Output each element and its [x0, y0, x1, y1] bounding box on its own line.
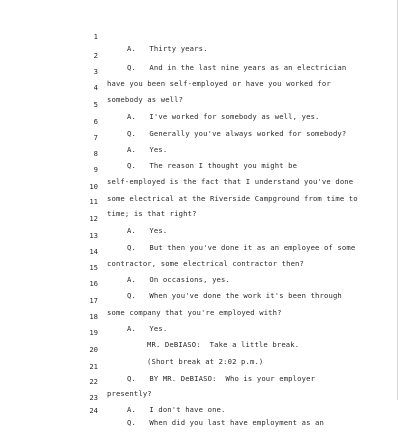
transcript-line: [0, 87, 400, 121]
line-number: 7: [93, 133, 98, 142]
page-edge-divider: [397, 0, 398, 400]
transcript-line: [0, 19, 400, 53]
line-number: 19: [89, 328, 98, 337]
line-text: Q. The reason I thought you might be: [127, 161, 298, 170]
line-number: 10: [89, 182, 98, 191]
line-text: Q. And in the last nine years as an electrician: [127, 63, 347, 72]
line-text: have you been self-employed or have you worked for: [107, 79, 331, 88]
line-text: (Short break at 2:02 p.m.): [147, 357, 264, 366]
line-number: 15: [89, 263, 98, 272]
line-number: 12: [89, 214, 98, 223]
line-text: Q. BY MR. DeBIASO: Who is your employer: [127, 374, 316, 383]
line-number: 2: [93, 51, 98, 60]
line-text: some electrical at the Riverside Campground from time to: [107, 194, 358, 203]
line-number: 23: [89, 393, 98, 402]
line-number: 5: [93, 100, 98, 109]
transcript-line: [0, 38, 400, 72]
line-number: 14: [89, 247, 98, 256]
line-number: 24: [89, 406, 98, 415]
line-number: 17: [89, 296, 98, 305]
line-text: A. Thirty years.: [127, 44, 208, 53]
line-text: Q. When did you last have employment as an: [127, 418, 324, 427]
transcript-line: [0, 399, 400, 400]
line-number: 21: [89, 362, 98, 371]
line-number: 16: [89, 279, 98, 288]
line-text: time; is that right?: [107, 209, 197, 218]
line-number: 18: [89, 312, 98, 321]
line-text: A. Yes.: [127, 324, 168, 333]
line-number: 4: [93, 83, 98, 92]
line-text: A. I don't have one.: [127, 405, 226, 414]
line-number: 1: [93, 32, 98, 41]
line-number: 6: [93, 117, 98, 126]
line-text: A. Yes.: [127, 145, 168, 154]
line-number: 22: [89, 377, 98, 386]
line-text: presently?: [107, 389, 152, 398]
line-text: some company that you're employed with?: [107, 308, 282, 317]
line-number: 8: [93, 149, 98, 158]
line-text: A. On occasions, yes.: [127, 275, 230, 284]
line-text: somebody as well?: [107, 95, 184, 104]
line-text: Q. When you've done the work it's been through: [127, 291, 342, 300]
line-text: Q. But then you've done it as an employee of some: [127, 243, 356, 252]
line-text: MR. DeBIASO: Take a little break.: [147, 340, 300, 349]
line-number: 13: [89, 231, 98, 240]
line-text: A. I've worked for somebody as well, yes.: [127, 112, 320, 121]
line-number: 3: [93, 67, 98, 76]
line-text: A. Yes.: [127, 226, 168, 235]
line-number: 11: [89, 197, 98, 206]
line-text: contractor, some electrical contractor then?: [107, 259, 304, 268]
line-text: self-employed is the fact that I understand you've done: [107, 177, 354, 186]
line-number: 9: [93, 165, 98, 174]
line-text: Q. Generally you've always worked for somebody?: [127, 129, 347, 138]
line-number: 20: [89, 345, 98, 354]
